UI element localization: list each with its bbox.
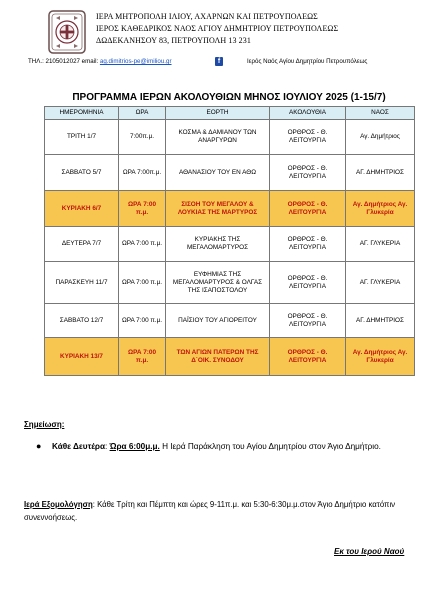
signature: Εκ του Ιερού Ναού <box>334 547 405 556</box>
table-row-sunday <box>45 191 415 227</box>
cell-time: ΩΡΑ 7:00 π.μ. <box>119 304 166 338</box>
cell-date: ΚΥΡΙΑΚΗ 6/7 <box>45 191 119 227</box>
note-colon: : <box>105 442 110 451</box>
cell-church: ΑΓ. ΓΛΥΚΕΡΙΑ <box>346 227 415 262</box>
cell-date: ΠΑΡΑΣΚΕΥΗ 11/7 <box>45 262 119 304</box>
cell-service: ΟΡΘΡΟΣ - Θ. ΛΕΙΤΟΥΡΓΙΑ <box>270 262 346 304</box>
confession-paragraph <box>24 498 424 524</box>
cell-feast: ΚΥΡΙΑΚΗΣ ΤΗΣ ΜΕΓΑΛΟΜΑΡΤΥΡΟΣ <box>166 227 270 262</box>
cell-church: ΑΓ. ΓΛΥΚΕΡΙΑ <box>346 262 415 304</box>
cell-date: ΣΑΒΒΑΤΟ 12/7 <box>45 304 119 338</box>
schedule-table <box>44 106 415 376</box>
cell-service: ΟΡΘΡΟΣ - Θ. ΛΕΙΤΟΥΡΓΙΑ <box>270 191 346 227</box>
header-time: ΩΡΑ <box>119 107 166 120</box>
cell-feast: ΣΙΣΟΗ ΤΟΥ ΜΕΓΑΛΟΥ & ΛΟΥΚΙΑΣ ΤΗΣ ΜΑΡΤΥΡΟΣ <box>166 191 270 227</box>
cell-date: ΔΕΥΤΕΡΑ 7/7 <box>45 227 119 262</box>
header-date: ΗΜΕΡΟΜΗΝΙΑ <box>45 107 119 120</box>
cell-date: ΤΡΙΤΗ 1/7 <box>45 120 119 155</box>
cell-time: ΩΡΑ 7:00 π.μ. <box>119 262 166 304</box>
church-page-name: Ιερός Ναός Αγίου Δημητρίου Πετρουπόλεως <box>247 58 368 65</box>
cell-time: ΩΡΑ 7:00 π.μ. <box>119 191 166 227</box>
table-row-sunday <box>45 338 415 376</box>
note-time: Ώρα 6:00μ.μ. <box>109 442 160 451</box>
header-service: ΑΚΟΛΟΥΘΙΑ <box>270 107 346 120</box>
header-feast: ΕΟΡΤΗ <box>166 107 270 120</box>
cell-feast: ΑΘΑΝΑΣΙΟΥ ΤΟΥ ΕΝ ΑΘΩ <box>166 155 270 191</box>
cell-church: ΑΓ. ΔΗΜΗΤΡΙΟΣ <box>346 155 415 191</box>
facebook-icon[interactable]: f <box>215 57 223 66</box>
table-header-row <box>45 107 415 120</box>
phone-text: ΤΗΛ.: 2105012027 email: <box>28 58 100 65</box>
confession-text: : Κάθε Τρίτη και Πέμπτη και ώρες 9-11π.μ. και 5:30-6:30μ.μ.στον Άγιο Δημήτριο κατόπιν συνεννοήσεως. <box>24 500 396 522</box>
table-row <box>45 227 415 262</box>
cell-service: ΟΡΘΡΟΣ - Θ. ΛΕΙΤΟΥΡΓΙΑ <box>270 304 346 338</box>
cell-service: ΟΡΘΡΟΣ - Θ. ΛΕΙΤΟΥΡΓΙΑ <box>270 227 346 262</box>
confession-label: Ιερά Εξομολόγηση <box>24 500 93 509</box>
church-seal-logo <box>48 10 86 54</box>
cell-service: ΟΡΘΡΟΣ - Θ. ΛΕΙΤΟΥΡΓΙΑ <box>270 120 346 155</box>
table-row <box>45 120 415 155</box>
cell-feast: ΤΩΝ ΑΓΙΩΝ ΠΑΤΕΡΩΝ ΤΗΣ Δ΄ΟΙΚ. ΣΥΝΟΔΟΥ <box>166 338 270 376</box>
cell-time: ΩΡΑ 7:00 π.μ. <box>119 227 166 262</box>
table-row <box>45 304 415 338</box>
cell-church: Αγ. Δημήτριος Αγ. Γλυκερία <box>346 338 415 376</box>
cell-time: ΩΡΑ 7:00π.μ. <box>119 155 166 191</box>
cell-date: ΣΑΒΒΑΤΟ 5/7 <box>45 155 119 191</box>
note-body: Η Ιερά Παράκληση του Αγίου Δημητρίου στον Άγιο Δημήτριο. <box>159 442 381 451</box>
address: ΔΩΔΕΚΑΝΗΣΟΥ 83, ΠΕΤΡΟΥΠΟΛΗ 13 231 <box>96 36 251 45</box>
cell-time: ΩΡΑ 7:00 π.μ. <box>119 338 166 376</box>
cell-church: Αγ. Δημήτριος Αγ. Γλυκερία <box>346 191 415 227</box>
header-church: ΝΑΟΣ <box>346 107 415 120</box>
contact-line <box>28 58 428 65</box>
email-link[interactable]: ag.dimitrios-pe@imiliou.gr <box>99 58 172 65</box>
cell-church: Αγ. Δημήτριος <box>346 120 415 155</box>
cell-feast: ΠΑΪΣΙΟΥ ΤΟΥ ΑΓΙΟΡΕΙΤΟΥ <box>166 304 270 338</box>
cell-feast: ΚΟΣΜΑ & ΔΑΜΙΑΝΟΥ ΤΩΝ ΑΝΑΡΓΥΡΩΝ <box>166 120 270 155</box>
cell-time: 7:00π.μ. <box>119 120 166 155</box>
bullet-icon: ● <box>36 441 42 451</box>
cell-church: ΑΓ. ΔΗΜΗΤΡΙΟΣ <box>346 304 415 338</box>
table-row <box>45 262 415 304</box>
table-row <box>45 155 415 191</box>
cathedral-name: ΙΕΡΟΣ ΚΑΘΕΔΡΙΚΟΣ ΝΑΟΣ ΑΓΙΟΥ ΔΗΜΗΤΡΙΟΥ ΠΕΤΡΟΥΠΟΛΕΩΣ <box>96 24 339 33</box>
cell-service: ΟΡΘΡΟΣ - Θ. ΛΕΙΤΟΥΡΓΙΑ <box>270 338 346 376</box>
note-day: Κάθε Δευτέρα <box>52 442 106 451</box>
note-heading: Σημείωση: <box>24 420 65 429</box>
cell-service: ΟΡΘΡΟΣ - Θ. ΛΕΙΤΟΥΡΓΙΑ <box>270 155 346 191</box>
cell-date: ΚΥΡΙΑΚΗ 13/7 <box>45 338 119 376</box>
cell-feast: ΕΥΦΗΜΙΑΣ ΤΗΣ ΜΕΓΑΛΟΜΑΡΤΥΡΟΣ & ΟΛΓΑΣ ΤΗΣ ΙΣΑΠΟΣΤΟΛΟΥ <box>166 262 270 304</box>
schedule-title: ΠΡΟΓΡΑΜΜΑ ΙΕΡΩΝ ΑΚΟΛΟΥΘΙΩΝ ΜΗΝΟΣ ΙΟΥΛΙΟΥ 2025 (1-15/7) <box>72 92 386 103</box>
note-text <box>52 440 392 453</box>
diocese-name: ΙΕΡΑ ΜΗΤΡΟΠΟΛΗ ΙΛΙΟΥ, ΑΧΑΡΝΩΝ ΚΑΙ ΠΕΤΡΟΥΠΟΛΕΩΣ <box>96 12 318 21</box>
